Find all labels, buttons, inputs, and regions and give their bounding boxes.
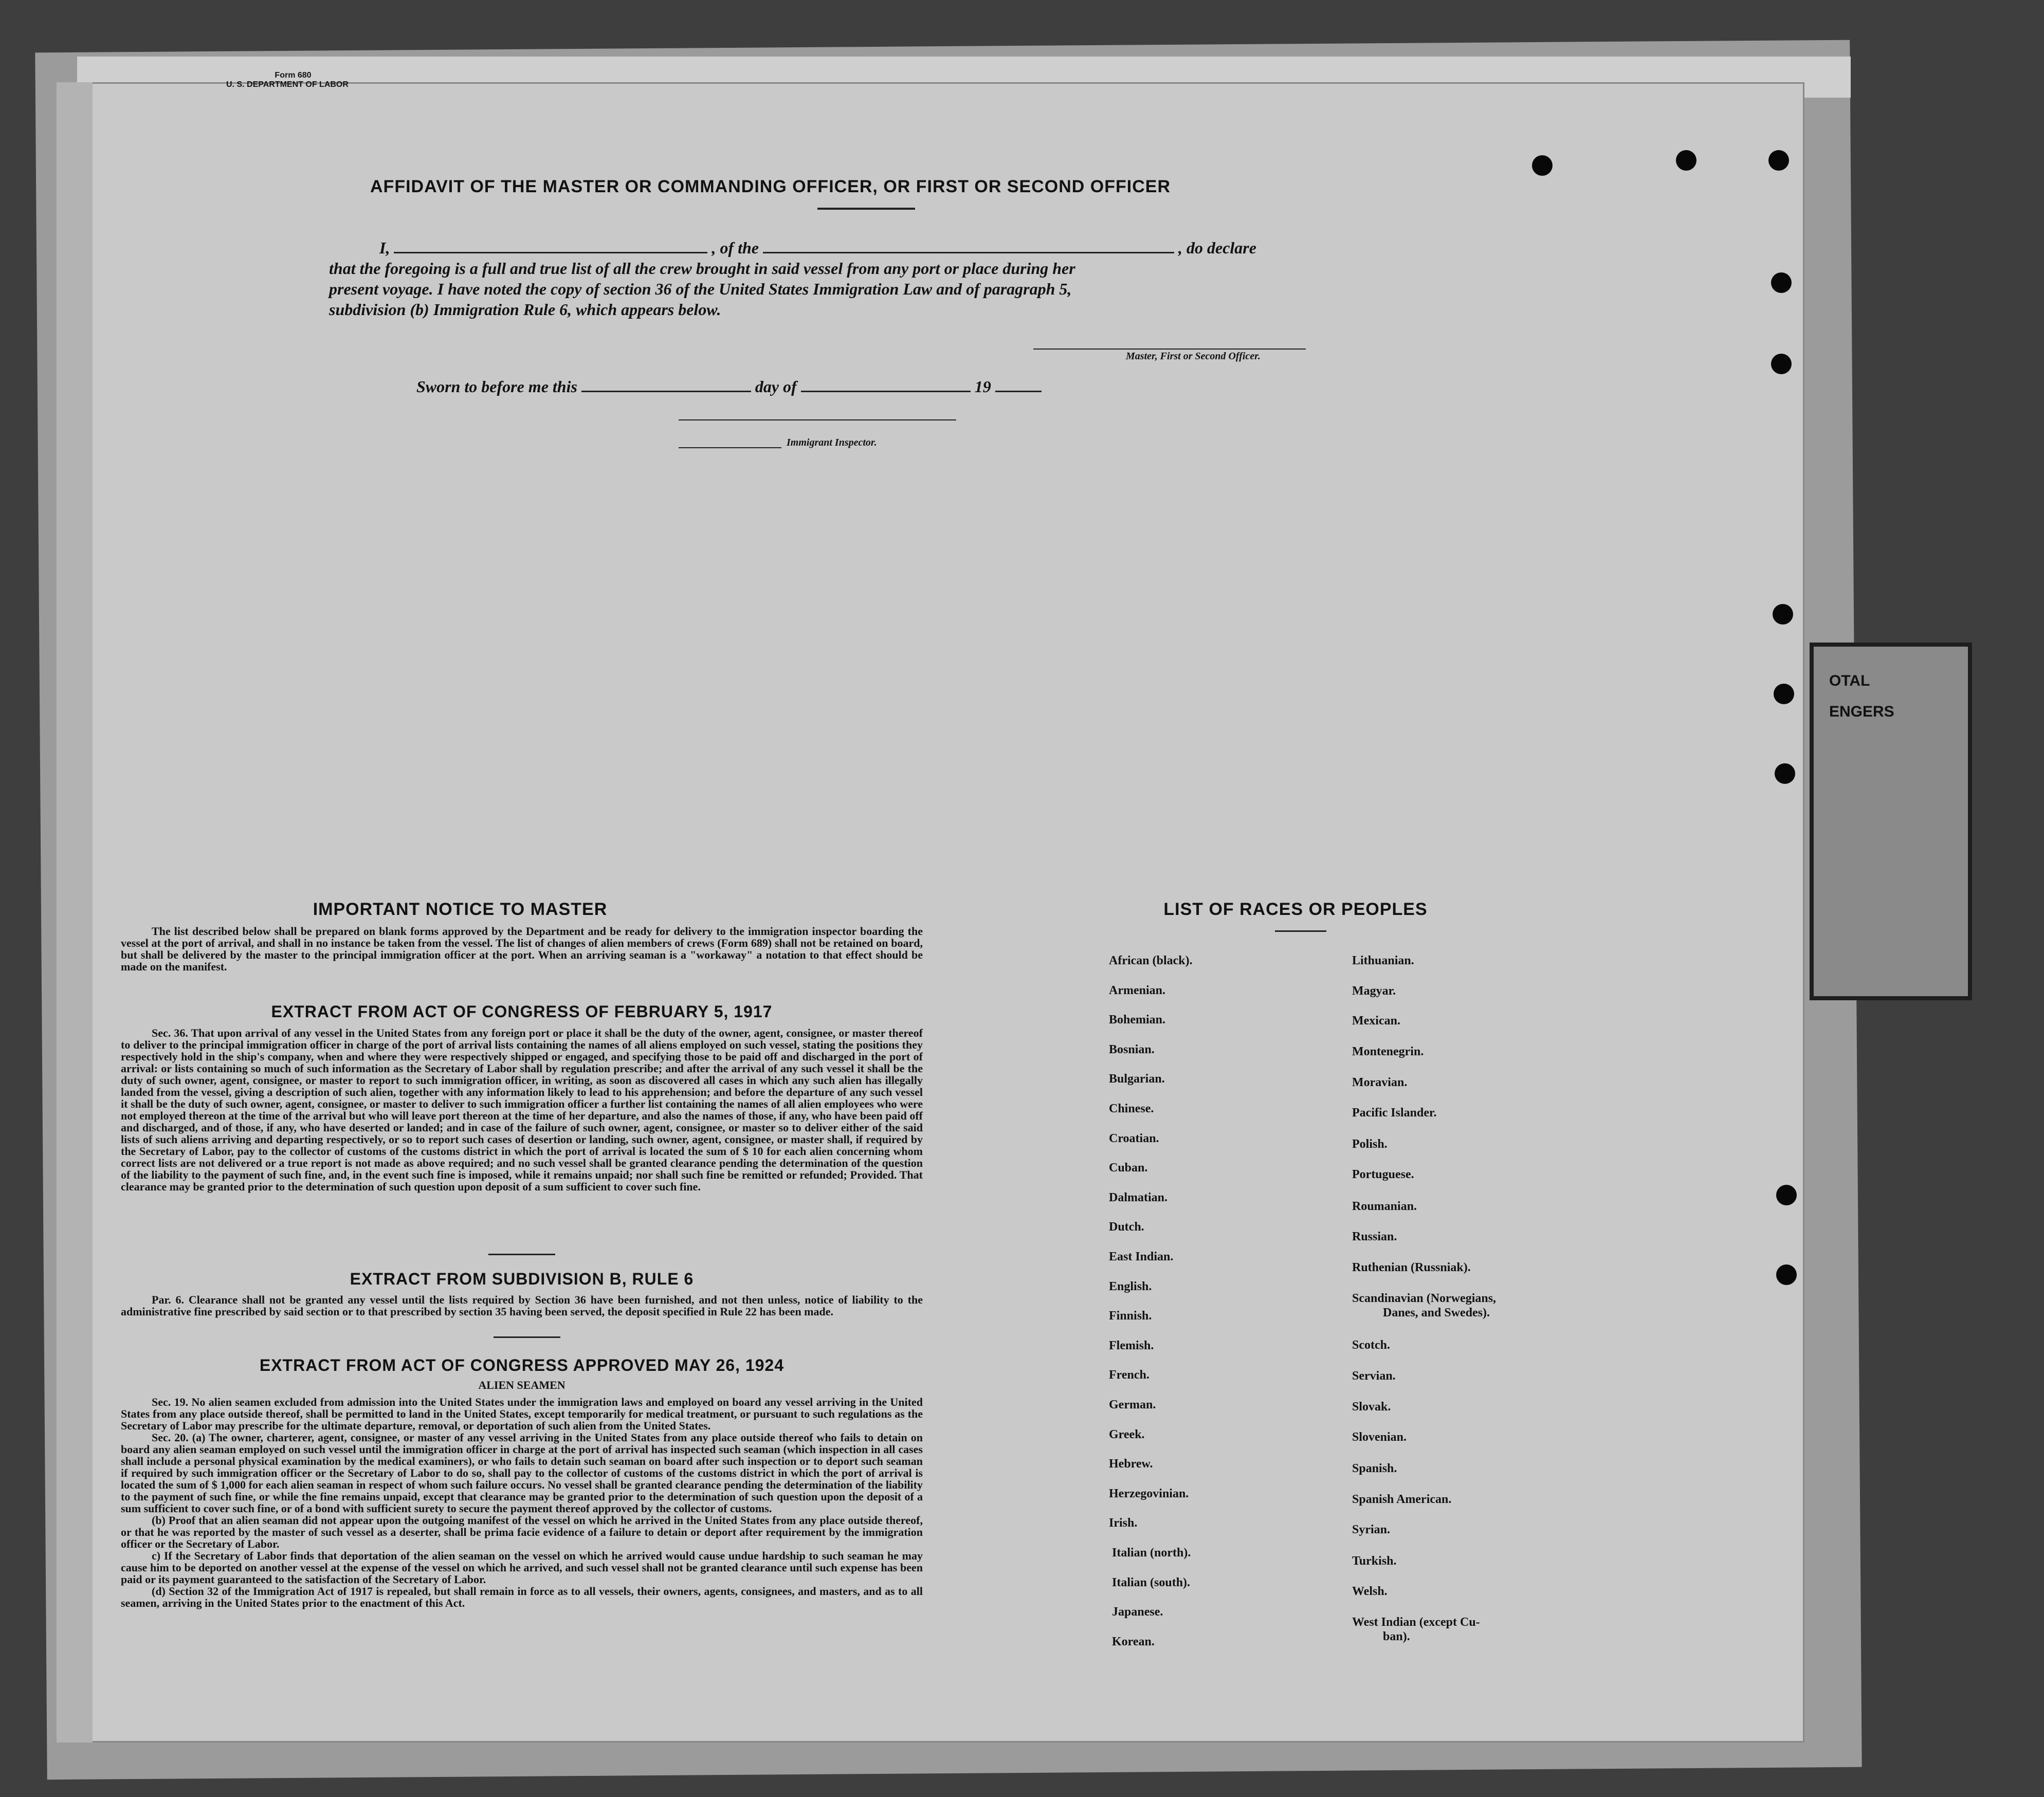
- vessel-field[interactable]: [763, 252, 1174, 253]
- race-item: Bohemian.: [1109, 1013, 1166, 1026]
- race-item: Greek.: [1109, 1428, 1145, 1441]
- year-prefix: 19: [974, 377, 991, 396]
- race-item: Pacific Islander.: [1352, 1106, 1437, 1120]
- race-item: Danes, and Swedes).: [1383, 1306, 1490, 1319]
- affidavit-text: [329, 237, 1424, 320]
- section-20c-paragraph: c) If the Secretary of Labor finds that deportation of the alien seaman on the vessel on which he arrived would cause undue hardship to such seaman he may cause him to be deported on another vessel at the expense of the vessel on which he arrived, and such vessel shall not be granted clearance until such expense has been paid or its payment guaranteed to the satisfaction of the Secretary of Labor.: [121, 1549, 923, 1586]
- signature-label: Master, First or Second Officer.: [1126, 351, 1261, 362]
- notice-paragraph: The list described below shall be prepared on blank forms approved by the Department and be ready for delivery to the immigration inspector boarding the vessel at the port of arrival, and shall in no instance be taken from the vessel. The list of changes of alien members of crews (Form 689) shall not be retained on board, but shall be delivered by the master to the principal immigration officer at the port. When an arriving seaman is a "workaway" a notation to that effect should be made on the manifest.: [121, 925, 923, 973]
- race-item: Croatian.: [1109, 1132, 1159, 1145]
- signature-line[interactable]: [1033, 349, 1306, 350]
- extract-rule6-title: EXTRACT FROM SUBDIVISION B, RULE 6: [350, 1270, 694, 1288]
- punch-hole: [1776, 1264, 1797, 1285]
- race-item: West Indian (except Cu-: [1352, 1616, 1480, 1629]
- race-item: Flemish.: [1109, 1339, 1154, 1352]
- race-item: Scotch.: [1352, 1338, 1390, 1352]
- form-id: [226, 71, 360, 89]
- punch-hole: [1768, 150, 1789, 171]
- race-item: Syrian.: [1352, 1523, 1391, 1536]
- inspector-signature-line[interactable]: [679, 419, 956, 420]
- race-item: Scandinavian (Norwegians,: [1352, 1292, 1496, 1305]
- race-item: Polish.: [1352, 1138, 1388, 1151]
- races-title: LIST OF RACES OR PEOPLES: [1163, 900, 1428, 919]
- inspector-line: [679, 447, 781, 448]
- race-item: German.: [1109, 1398, 1156, 1411]
- race-item: Chinese.: [1109, 1102, 1154, 1115]
- races-rule: [1275, 930, 1326, 932]
- punch-hole: [1676, 150, 1696, 171]
- punch-hole: [1773, 604, 1793, 625]
- race-item: Finnish.: [1109, 1309, 1152, 1323]
- race-item: Bulgarian.: [1109, 1072, 1165, 1086]
- race-item: Cuban.: [1109, 1161, 1148, 1175]
- punch-hole: [1775, 763, 1795, 784]
- affidavit-line: subdivision (b) Immigration Rule 6, which appears below.: [329, 300, 721, 319]
- side-tab-header: OTAL: [1829, 672, 1870, 689]
- race-item: Moravian.: [1352, 1076, 1408, 1089]
- race-item: Dalmatian.: [1109, 1191, 1167, 1204]
- day-of-label: day of: [755, 377, 797, 396]
- affidavit-line: present voyage. I have noted the copy of section 36 of the United States Immigration Law and of paragraph 5,: [329, 280, 1072, 298]
- race-item: Irish.: [1109, 1516, 1138, 1530]
- race-item: ban).: [1383, 1630, 1410, 1643]
- notice-title: IMPORTANT NOTICE TO MASTER: [313, 900, 608, 919]
- race-item: Spanish American.: [1352, 1493, 1452, 1506]
- extract-1924-text: [121, 1396, 923, 1609]
- race-item: East Indian.: [1109, 1250, 1174, 1263]
- race-item: Slovak.: [1352, 1400, 1391, 1414]
- name-field[interactable]: [394, 252, 707, 253]
- paragraph-6: Par. 6. Clearance shall not be granted any vessel until the lists required by Section 36 have been furnished, and not then unless, notice of liability to the administrative fine prescribed by said section or to that prescribed by section 35 having been served, the deposit specified in Rule 22 has been made.: [121, 1293, 923, 1318]
- affidavit-of-the: , of the: [711, 239, 759, 257]
- section-20-paragraph: Sec. 20. (a) The owner, charterer, agent, consignee, or master of any vessel arriving in the United States from any place outside thereof who fails to detain on board any alien seaman employed on such vessel until the immigration officer in charge at the port of arrival has inspected such seaman (which inspection in all cases shall include a personal physical examination by the medical examiners), or who fails to detain such seaman on board after such inspection or to deport such seaman if required by such immigration officer or the Secretary of Labor to do so, shall pay to the collector of customs of the customs district in which the port of arrival is located the sum of $ 1,000 for each alien seaman in respect of whom such failure occurs. No vessel shall be granted clearance pending the determination of the liability to the payment of such fine, or while the fine remains unpaid, except that clearance may be granted prior to the determination of such question upon the deposit of a sum sufficient to cover such fine, or of a bond with sufficient surety to secure the payment thereof approved by the collector of customs.: [121, 1431, 923, 1515]
- day-field[interactable]: [581, 391, 751, 392]
- race-item: English.: [1109, 1280, 1152, 1293]
- extract-rule6-text: [121, 1294, 923, 1317]
- race-item: Italian (south).: [1112, 1576, 1191, 1589]
- race-item: Armenian.: [1109, 984, 1165, 997]
- extract-1924-title: EXTRACT FROM ACT OF CONGRESS APPROVED MAY 26, 1924: [259, 1356, 784, 1374]
- affidavit-i: I,: [379, 239, 390, 257]
- race-item: Hebrew.: [1109, 1457, 1153, 1471]
- race-item: Bosnian.: [1109, 1043, 1155, 1056]
- affidavit-line: that the foregoing is a full and true list of all the crew brought in said vessel from any port or place during her: [329, 259, 1075, 278]
- race-item: Roumanian.: [1352, 1200, 1417, 1213]
- race-item: Herzegovinian.: [1109, 1487, 1189, 1500]
- page-fold: [57, 82, 93, 1743]
- race-item: African (black).: [1109, 954, 1193, 967]
- notice-text: [121, 925, 923, 973]
- year-field[interactable]: [995, 391, 1042, 392]
- section-20b-paragraph: (b) Proof that an alien seaman did not appear upon the outgoing manifest of the vessel on which he arrived in the United States from any place outside thereof, or that he was reported by the master of such vessel as a deserter, shall be prima facie evidence of a failure to detain or deport after requirement by the immigration officer or the Secretary of Labor.: [121, 1514, 923, 1550]
- punch-hole: [1532, 155, 1553, 176]
- affidavit-title: AFFIDAVIT OF THE MASTER OR COMMANDING OFFICER, OR FIRST OR SECOND OFFICER: [370, 177, 1171, 196]
- month-field[interactable]: [801, 391, 971, 392]
- race-item: Mexican.: [1352, 1014, 1400, 1028]
- race-item: Portuguese.: [1352, 1168, 1414, 1181]
- race-item: Lithuanian.: [1352, 954, 1414, 967]
- section-rule: [488, 1254, 555, 1255]
- alien-seamen-subtitle: ALIEN SEAMEN: [478, 1379, 565, 1391]
- race-item: Slovenian.: [1352, 1431, 1407, 1444]
- department-name: U. S. DEPARTMENT OF LABOR: [226, 80, 349, 89]
- race-item: Dutch.: [1109, 1220, 1144, 1234]
- race-item: Welsh.: [1352, 1585, 1388, 1598]
- race-item: Montenegrin.: [1352, 1045, 1424, 1058]
- side-tab-header: ENGERS: [1829, 703, 1894, 720]
- section-20d-paragraph: (d) Section 32 of the Immigration Act of 1917 is repealed, but shall remain in force as to all vessels, their owners, agents, consignees, and masters, and as to all seamen, arriving in the United States prior to the enactment of this Act.: [121, 1585, 923, 1609]
- inspector-label: Immigrant Inspector.: [787, 437, 877, 448]
- punch-hole: [1774, 684, 1794, 704]
- race-item: Servian.: [1352, 1369, 1396, 1383]
- race-item: Korean.: [1112, 1635, 1155, 1648]
- section-36-paragraph: Sec. 36. That upon arrival of any vessel in the United States from any foreign port or place it shall be the duty of the owner, agent, consignee, or master thereof to deliver to the principal immigration officer in charge of the port of arrival lists containing the names of all aliens employed on such vessel, stating the positions they respectively hold in the ship's company, when and where they were respectively shipped or engaged, and specifying those to be paid off and discharged in the port of arrival: or lists containing so much of such information as the Secretary of Labor shall by regulation prescribe; and after the arrival of any such vessel it shall be the duty of such owner, agent, consignee, or master to report to such immigration officer, in writing, as soon as discovered all cases in which any such alien has illegally landed from the vessel, giving a description of such alien, together with any information likely to lead to his apprehension; and before the departure of any such vessel it shall be the duty of such owner, agent, consignee, or master to deliver to such immigration officer a further list containing the names of all alien employees who were not employed thereon at the time of the arrival but who will leave port thereon at the time of her departure, and also the names of those, if any, who have been paid off and discharged, and of those, if any, who have deserted or landed; and in case of the failure of such owner, agent, consignee, or master so to deliver either of the said lists of such aliens arriving and departing respectively, or so to report such cases of desertion or landing, such owner, agent, consignee, or master shall, if required by the Secretary of Labor, pay to the collector of customs of the customs district in which the port of arrival is located the sum of $ 10 for each alien concerning whom correct lists are not delivered or a true report is not made as above required; and no such vessel shall be granted clearance pending the determination of the question of the liability to the payment of such fine, and, in the event such fine is imposed, while it remains unpaid; nor shall such fine be remitted or refunded; Provided. That clearance may be granted prior to the determination of such question upon deposit of a sum sufficient to cover such fine.: [121, 1026, 923, 1193]
- race-item: Italian (north).: [1112, 1546, 1191, 1560]
- punch-hole: [1771, 272, 1792, 293]
- extract-1917-title: EXTRACT FROM ACT OF CONGRESS OF FEBRUARY 5, 1917: [271, 1002, 773, 1021]
- sworn-line: [416, 377, 1042, 396]
- title-rule: [817, 208, 915, 210]
- manifest-page: [57, 71, 1804, 1743]
- sworn-prefix: Sworn to before me this: [416, 377, 577, 396]
- affidavit-declare: , do declare: [1178, 239, 1256, 257]
- race-item: Ruthenian (Russniak).: [1352, 1261, 1471, 1274]
- form-number: Form 680: [275, 71, 312, 80]
- race-item: Spanish.: [1352, 1462, 1397, 1475]
- race-item: French.: [1109, 1368, 1149, 1382]
- side-tab: [1810, 643, 1972, 1000]
- section-rule: [494, 1336, 560, 1338]
- race-item: Magyar.: [1352, 984, 1396, 998]
- race-item: Russian.: [1352, 1230, 1397, 1243]
- race-item: Turkish.: [1352, 1554, 1397, 1568]
- punch-hole: [1771, 354, 1792, 374]
- race-item: Japanese.: [1112, 1605, 1163, 1619]
- extract-1917-text: [121, 1027, 923, 1193]
- section-19-paragraph: Sec. 19. No alien seamen excluded from admission into the United States under the immigration laws and employed on board any vessel arriving in the United States from any place outside thereof, shall be permitted to land in the United States, except temporarily for medical treatment, or pursuant to such regulations as the Secretary of Labor may prescribe for the ultimate departure, removal, or deportation of such alien from the United States.: [121, 1396, 923, 1432]
- punch-hole: [1776, 1185, 1797, 1205]
